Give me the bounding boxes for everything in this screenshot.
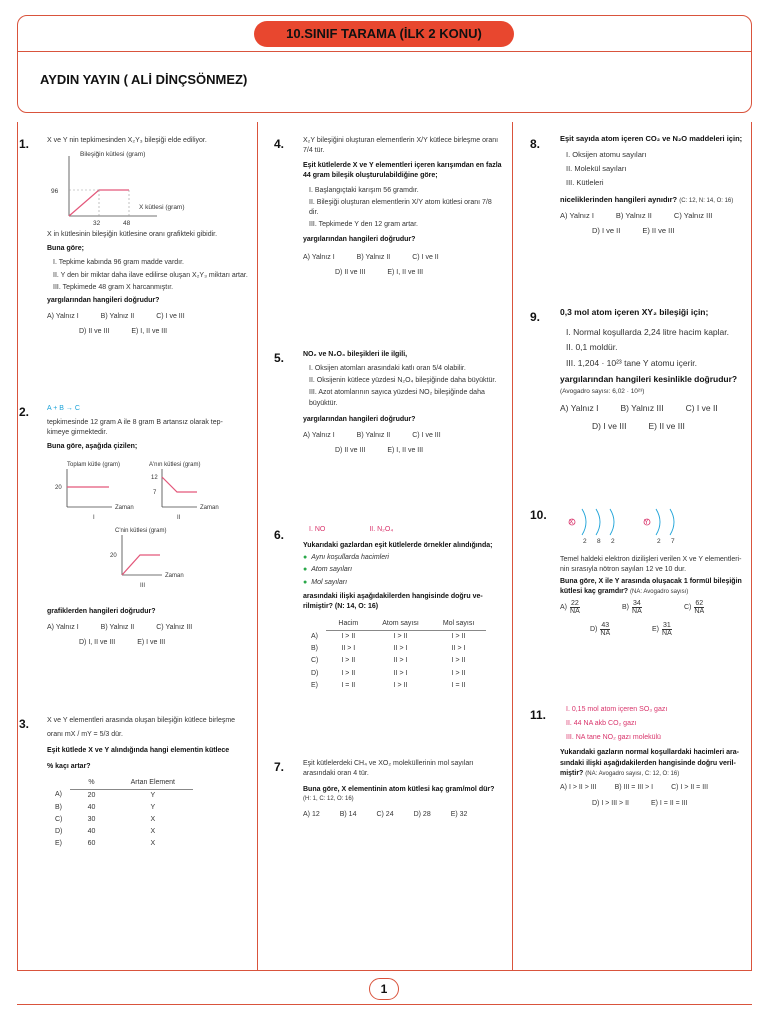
q5-option-e[interactable]: E) I, II ve III [387, 446, 424, 454]
q6-table-row[interactable] [303, 668, 486, 680]
q3-table-cell: C) [55, 815, 63, 823]
q2-graph3-line [122, 555, 160, 575]
q4-ask: yargılarından hangileri doğrudur? [303, 236, 416, 244]
q6-table-cell: C) [311, 657, 319, 665]
q6-table-cell: I = II [451, 681, 466, 689]
q6-table-cell: II > I [393, 657, 408, 665]
q4-number: 4. [274, 137, 285, 151]
question-7 [303, 759, 503, 820]
q5-item-3: III. Azot atomlarının sayıca yüzdesi NO₂ bileşiğinde daha büyüktür. [309, 389, 485, 407]
q3-table-cell: X [150, 840, 156, 848]
q6-table-cell: I > II [393, 633, 408, 641]
q3-table-row[interactable] [47, 802, 193, 814]
q3-col-element: Artan Element [113, 777, 193, 790]
q1-item-3: III. Tepkimede 48 gram X harcanmıştır. [53, 283, 174, 291]
q7-stem: Eşit kütlelerdeki CH₄ ve XO₂ moleküllerinin mol sayıları arasındaki oran 4 tür. [303, 760, 474, 778]
q6-table-cell: II > I [451, 645, 466, 653]
q3-table-cell: X [150, 828, 156, 836]
q9-stem: 0,3 mol atom içeren XY₂ bileşiği için; [560, 307, 709, 317]
q10-fraction [694, 600, 704, 616]
q11-option-d[interactable]: D) I > III > II [592, 799, 629, 807]
q4-option-e[interactable]: E) I, II ve III [387, 269, 424, 277]
q1-x-tick-2: 48 [123, 220, 131, 228]
q10-fraction-den: NA [600, 630, 611, 638]
q6-table-cell: I > II [393, 681, 408, 689]
header-divider [18, 51, 751, 52]
q4-option-d[interactable]: D) II ve III [335, 269, 366, 277]
q1-graph-ylabel: Bileşiğin kütlesi (gram) [80, 151, 146, 159]
q9-option-e[interactable]: E) II ve III [648, 420, 685, 431]
q10-fraction-den: NA [570, 608, 580, 616]
q1-option-a[interactable]: A) Yalnız I [47, 312, 79, 320]
q8-ask: niceliklerinden hangileri aynıdır? [560, 195, 678, 204]
q9-hint: (Avogadro sayısı: 6,02 · 10²³) [560, 387, 645, 395]
q7-option-a[interactable]: A) 12 [303, 811, 320, 819]
q4-option-b[interactable]: B) Yalnız II [356, 254, 391, 262]
question-9 [560, 306, 750, 434]
q10-fraction-den: NA [662, 630, 672, 638]
svg-text:I: I [93, 514, 95, 521]
question-11 [560, 705, 750, 809]
q10-x-shell-count: 2 [611, 538, 615, 545]
q6-lead: Yukarıdaki gazlardan eşit kütlelerde örnekler alındığında; [303, 542, 493, 550]
q3-answer-table [47, 777, 193, 851]
q3-table-row[interactable] [47, 826, 193, 838]
q8-option-e[interactable]: E) II ve III [642, 225, 675, 235]
q1-x-tick-1: 32 [93, 220, 101, 228]
q1-option-e[interactable]: E) I, II ve III [131, 328, 168, 336]
q3-table-cell: B) [55, 803, 62, 811]
q1-stem: X ve Y nin tepkimesinden X₂Y₃ bileşiği elde ediliyor. [47, 137, 207, 144]
q10-y-shell-count: 7 [671, 538, 675, 545]
q5-stem: NO₂ ve N₂O₄ bileşikleri ile ilgili, [303, 351, 408, 358]
q6-table-cell: II > I [393, 645, 408, 653]
question-3 [47, 716, 252, 850]
q10-option-letter: B) [622, 603, 629, 611]
q7-option-c[interactable]: C) 24 [376, 811, 394, 819]
q3-table-cell: 40 [87, 803, 96, 811]
q6-table-cell: I > II [451, 633, 466, 641]
q3-table-cell: 30 [87, 815, 96, 823]
q1-y-tick: 96 [51, 188, 59, 196]
q4-item-3: III. Tepkimede Y den 12 gram artar. [309, 220, 418, 228]
q10-stem: Temel haldeki elektron dizilişleri verilen X ve Y elementleri- nin sırasıyla nötron sayıları 12 ve 10 dur. [560, 556, 742, 574]
q10-option-letter: E) [652, 625, 659, 633]
q6-ask: arasındaki ilişki aşağıdakilerden hangisinde doğru ve- rilmiştir? (N: 14, O: 16) [303, 592, 483, 610]
q3-table-cell: 60 [87, 840, 96, 848]
q1-item-2: II. Y den bir miktar daha ilave edilirse oluşan X₂Y₃ miktarı artar. [53, 271, 248, 279]
q2-lead: Buna göre, aşağıda çizilen; [47, 443, 138, 451]
q5-option-d[interactable]: D) II ve III [335, 446, 366, 454]
q3-number: 3. [19, 717, 30, 731]
q3-stem-1: X ve Y elementleri arasında oluşan bileşiğin kütlece birleşme [47, 717, 236, 724]
q9-option-d[interactable]: D) I ve III [592, 420, 627, 431]
q3-table-row[interactable] [47, 838, 193, 850]
q6-table-cell: E) [311, 681, 318, 689]
q1-graph [47, 148, 247, 228]
q4-item-2: II. Bileşiği oluşturan elementlerin X/Y atom kütlesi oranı 7/8 dir. [309, 198, 492, 216]
q6-table-cell: II > I [341, 645, 356, 653]
q6-col-atoms: Atom sayısı [370, 618, 431, 631]
q6-table-cell: D) [311, 669, 319, 677]
q8-item-1: I. Oksijen atomu sayıları [566, 150, 647, 159]
q11-option-c[interactable]: C) I > II = III [671, 783, 709, 791]
q5-item-2: II. Oksijenin kütlece yüzdesi N₂O₄ bileşiğinde daha büyüktür. [309, 377, 497, 385]
q2-option-e[interactable]: E) I ve III [137, 638, 166, 646]
q9-item-3: III. 1,204 · 10²³ tane Y atomu içerir. [566, 357, 698, 368]
q1-desc: X in kütlesinin bileşiğin kütlesine oranı grafikteki gibidir. [47, 231, 218, 239]
q10-ask: Buna göre, X ile Y arasında oluşacak 1 formül bileşiğin kütlesi kaç gramdır? [560, 578, 742, 596]
right-border [751, 122, 752, 970]
q10-options [560, 600, 750, 644]
q4-item-1: I. Başlangıçtaki karışım 56 gramdır. [309, 186, 419, 194]
q10-option-letter: C) [684, 603, 692, 611]
q8-option-a[interactable]: A) Yalnız I [560, 210, 594, 220]
q5-item-1: I. Oksijen atomları arasındaki katlı oran 5/4 olabilir. [309, 365, 466, 373]
q3-ask-2: % kaçı artar? [47, 763, 91, 771]
q9-ask: yargılarından hangileri kesinlikle doğrudur? [560, 374, 738, 385]
q6-bullet-3: ● Mol sayıları [303, 578, 503, 588]
q5-ask: yargılarından hangileri doğrudur? [303, 415, 416, 423]
q9-number: 9. [530, 310, 541, 324]
q10-option-letter: D) [590, 625, 598, 633]
q2-option-b[interactable]: B) Yalnız II [100, 623, 135, 631]
q11-option-b[interactable]: B) III = III > I [614, 783, 654, 791]
q6-table-cell: A) [311, 632, 318, 640]
q11-option-a[interactable]: A) I > II > III [560, 783, 597, 791]
q5-option-b[interactable]: B) Yalnız II [356, 431, 391, 439]
q6-gas-2: II. N₂O₄ [369, 526, 394, 533]
q10-y-shell-count: 2 [657, 538, 661, 545]
q10-option-letter: A) [560, 603, 567, 611]
q2-option-a[interactable]: A) Yalnız I [47, 623, 79, 631]
q8-item-3: III. Kütleleri [566, 178, 604, 187]
q9-item-1: I. Normal koşullarda 2,24 litre hacim kaplar. [566, 326, 729, 337]
q4-stem: X₂Y bileşiğini oluşturan elementlerin X/Y kütlece birleşme oranı 7/4 tür. [303, 137, 499, 155]
q8-option-d[interactable]: D) I ve II [592, 225, 621, 235]
q10-hint: (NA: Avogadro sayısı) [630, 589, 689, 596]
q6-col-volume: Hacim [326, 618, 370, 631]
question-4 [303, 136, 503, 279]
svg-text:Y: Y [644, 519, 649, 526]
q10-fraction [662, 622, 672, 638]
page-number: 1 [369, 978, 399, 1000]
q10-fraction [570, 600, 580, 616]
left-border [17, 122, 18, 970]
q10-number: 10. [530, 508, 547, 522]
q11-number: 11. [530, 708, 547, 722]
q6-table-cell: I = II [341, 681, 356, 689]
q1-option-d[interactable]: D) II ve III [79, 328, 110, 336]
q11-item-1: I. 0,15 mol atom içeren SO₃ gazı [566, 706, 668, 713]
q10-option-e[interactable] [652, 622, 672, 638]
q6-bullet-1: ● Aynı koşullarda hacimleri [303, 553, 503, 563]
q6-bullet-2: ● Atom sayıları [303, 565, 503, 575]
question-5 [303, 350, 503, 456]
q6-table-row[interactable] [303, 655, 486, 667]
q7-ask: Buna göre, X elementinin atom kütlesi kaç gram/mol dür? [303, 786, 495, 794]
q10-option-b[interactable] [622, 600, 642, 616]
q10-fraction-num: 43 [601, 621, 610, 629]
q6-table-cell: B) [311, 645, 318, 653]
q1-graph-xlabel: X kütlesi (gram) [139, 204, 185, 212]
q6-col-moles: Mol sayısı [431, 618, 487, 631]
q2-reaction: A + B → C [47, 405, 80, 412]
q11-item-2: II. 44 NA akb CO₂ gazı [566, 720, 637, 728]
publisher-name: AYDIN YAYIN ( ALİ DİNÇSÖNMEZ) [40, 72, 248, 87]
q9-option-c[interactable]: C) I ve II [685, 403, 718, 414]
question-8 [560, 133, 750, 237]
page-title: 10.SINIF TARAMA (İLK 2 KONU) [254, 21, 514, 47]
q1-option-c[interactable]: C) I ve III [156, 312, 185, 320]
q6-answer-table [303, 618, 486, 692]
svg-text:20: 20 [110, 552, 117, 559]
q3-table-cell: Y [150, 791, 156, 799]
q3-table-cell: 40 [87, 828, 96, 836]
q1-option-b[interactable]: B) Yalnız II [100, 312, 135, 320]
q10-fraction-den: NA [694, 608, 705, 616]
q8-hint: (C: 12, N: 14, O: 16) [679, 198, 734, 204]
q8-number: 8. [530, 137, 541, 151]
svg-text:X: X [569, 519, 574, 526]
q6-table-row[interactable] [303, 643, 486, 655]
q9-option-b[interactable]: B) Yalnız III [620, 403, 664, 414]
q3-stem-2: oranı mX / mY = 5/3 dür. [47, 731, 123, 739]
svg-text:C'nin kütlesi (gram): C'nin kütlesi (gram) [115, 527, 167, 534]
svg-text:Toplam kütle (gram): Toplam kütle (gram) [67, 461, 121, 468]
q1-ask: yargılarından hangileri doğrudur? [47, 296, 160, 304]
q6-table-cell: I > II [341, 657, 356, 665]
svg-text:12: 12 [151, 474, 158, 481]
q7-option-d[interactable]: D) 28 [413, 811, 431, 819]
footer-rule [17, 1004, 752, 1005]
q8-stem: Eşit sayıda atom içeren CO₂ ve N₂O maddeleri için; [560, 134, 743, 143]
question-10 [560, 505, 750, 644]
svg-text:II: II [177, 514, 181, 521]
q9-item-2: II. 0,1 moldür. [566, 342, 618, 353]
q10-x-shell-count: 2 [583, 538, 587, 545]
svg-text:III: III [140, 582, 146, 589]
q6-table-row[interactable] [303, 680, 486, 692]
svg-text:7: 7 [153, 489, 157, 496]
question-6 [303, 525, 503, 692]
q8-option-c[interactable]: C) Yalnız III [673, 210, 713, 220]
q5-option-c[interactable]: C) I ve III [412, 431, 441, 439]
q6-table-cell: I > II [341, 669, 356, 677]
q9-option-a[interactable]: A) Yalnız I [560, 403, 599, 414]
q4-option-a[interactable]: A) Yalnız I [303, 254, 335, 262]
q6-table-cell: II > I [393, 669, 408, 677]
q8-option-b[interactable]: B) Yalnız II [615, 210, 652, 220]
q10-x-shell-count: 8 [597, 538, 601, 545]
question-2 [47, 404, 252, 648]
q10-fraction [600, 622, 610, 638]
q1-item-1: I. Tepkime kabında 96 gram madde vardır. [53, 259, 184, 267]
q6-table-row[interactable] [303, 631, 486, 644]
q2-option-d[interactable]: D) I, II ve III [79, 638, 116, 646]
q11-item-3: III. NA tane NO₂ gazı molekülü [566, 734, 661, 742]
q2-ask: grafiklerden hangileri doğrudur? [47, 607, 156, 615]
q10-fraction-num: 22 [571, 599, 579, 607]
svg-text:Zaman: Zaman [165, 572, 184, 579]
q3-table-cell: X [150, 815, 156, 823]
svg-text:Zaman: Zaman [115, 504, 134, 511]
q10-fraction [632, 600, 642, 616]
q2-number: 2. [19, 405, 30, 419]
q10-electron-diagram [560, 505, 720, 547]
q3-col-percent: % [70, 777, 112, 790]
q8-item-2: II. Molekül sayıları [566, 164, 627, 173]
q7-hint: (H: 1, C: 12, O: 16) [303, 796, 354, 803]
q11-ask: Yukarıdaki gazların normal koşullardaki hacimleri ara- sındaki ilişki aşağıdakilerden hangisinde doğru veril- miştir? [560, 749, 739, 777]
q11-option-e[interactable]: E) I = II = III [650, 799, 688, 807]
question-1 [47, 136, 252, 337]
q10-option-a[interactable] [560, 600, 580, 616]
q10-fraction-num: 31 [663, 621, 671, 629]
q3-ask-1: Eşit kütlede X ve Y alındığında hangi elementin kütlece [47, 747, 230, 755]
q3-table-cell: E) [55, 840, 62, 848]
q3-table-row[interactable] [47, 814, 193, 826]
svg-text:A'nın kütlesi (gram): A'nın kütlesi (gram) [149, 461, 201, 468]
q5-option-a[interactable]: A) Yalnız I [303, 431, 335, 439]
bottom-rule [17, 970, 752, 971]
q2-stem: tepkimesinde 12 gram A ile 8 gram B artansız olarak tep- kimeye girmektedir. [47, 419, 223, 437]
q1-lead: Buna göre; [47, 245, 84, 253]
q3-table-cell: D) [55, 828, 63, 836]
column-divider-2 [512, 122, 513, 970]
q7-number: 7. [274, 760, 285, 774]
q1-number: 1. [19, 137, 30, 151]
q10-fraction-num: 34 [633, 599, 641, 607]
q10-fraction-num: 62 [695, 599, 704, 607]
q11-hint: (NA: Avogadro sayısı, C: 12, O: 16) [585, 770, 680, 777]
q6-table-cell: I > II [341, 633, 356, 641]
q10-option-c[interactable] [684, 600, 704, 616]
q2-graph2-line [162, 477, 197, 492]
q4-option-c[interactable]: C) I ve II [412, 254, 439, 262]
q6-gas-1: I. NO [309, 526, 326, 533]
q6-table-cell: I > II [451, 669, 466, 677]
q3-table-row[interactable] [47, 789, 193, 802]
q4-lead: Eşit kütlelerde X ve Y elementleri içeren karışımdan en fazla 44 gram bileşik oluşturulabildiğine göre; [303, 162, 502, 180]
column-divider-1 [257, 122, 258, 970]
q7-option-e[interactable]: E) 32 [450, 811, 468, 819]
q6-table-cell: I > II [451, 657, 466, 665]
q2-graphs [47, 457, 252, 593]
q5-number: 5. [274, 351, 285, 365]
q7-option-b[interactable]: B) 14 [339, 811, 357, 819]
q3-table-cell: Y [150, 803, 156, 811]
svg-text:Zaman: Zaman [200, 504, 219, 511]
svg-text:20: 20 [55, 484, 62, 491]
q3-table-cell: A) [55, 791, 62, 799]
q10-fraction-den: NA [632, 608, 642, 616]
q3-table-cell: 20 [87, 791, 96, 799]
q10-option-d[interactable] [590, 622, 610, 638]
q6-number: 6. [274, 528, 285, 542]
q2-option-c[interactable]: C) Yalnız III [156, 623, 193, 631]
